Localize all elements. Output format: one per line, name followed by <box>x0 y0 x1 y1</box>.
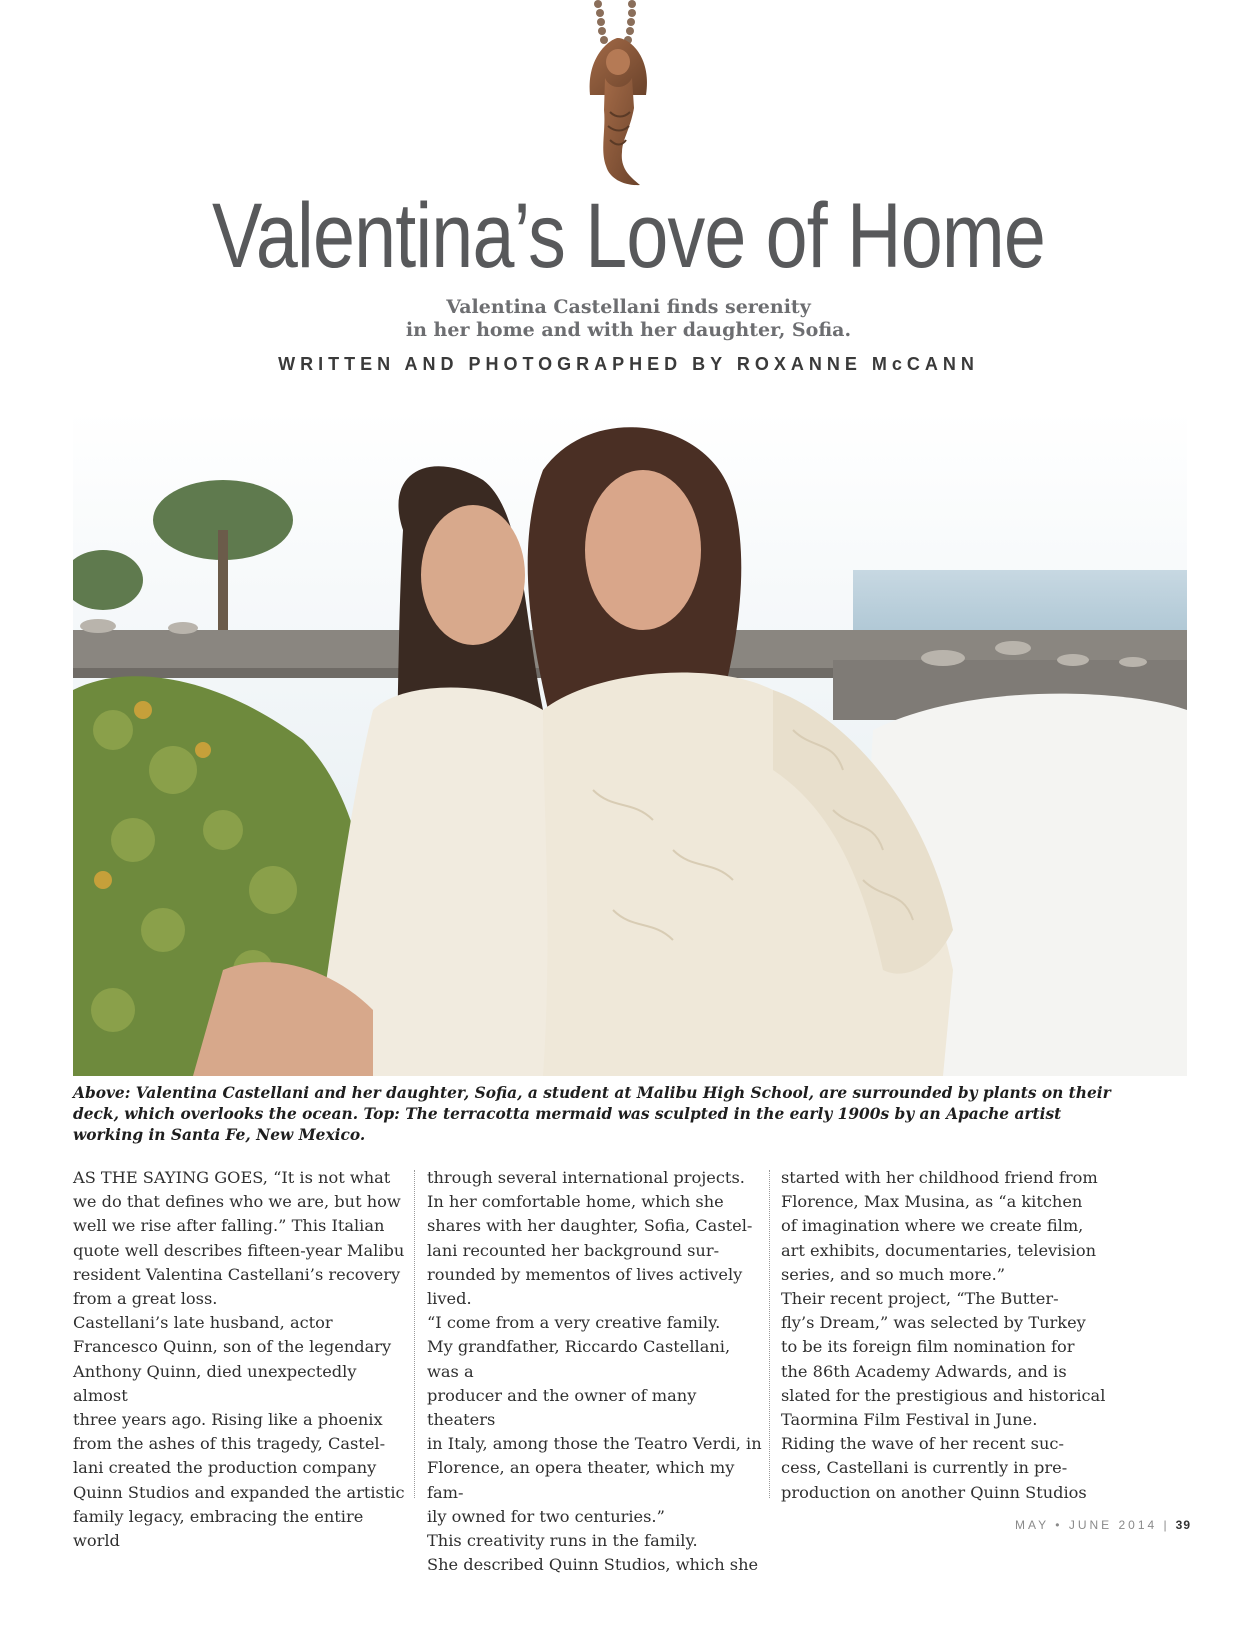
article-title: Valentina’s Love of Home <box>211 185 1046 287</box>
mother-daughter-photo <box>73 410 1187 1076</box>
column-divider-2 <box>769 1170 770 1498</box>
body-column-3: started with her childhood friend from Florence, Max Musina, as “a kitchen of imagination where we create film, art exhibits, documentaries, television series, and so much more.” Their recent project, “The Butter- fly’s Dream,” was selected by Turkey to be its foreign film nomination for the 86th Academy Adwards, and is slated for the prestigious and historical Taormina Film Festival in June. Riding the wave of her recent suc- cess, Castellani is currently in pre- production on another Quinn Studios <box>781 1168 1106 1502</box>
issue-date: MAY • JUNE 2014 | <box>1015 1518 1170 1532</box>
article-deck <box>0 296 1257 342</box>
body-column-1: AS THE SAYING GOES, “It is not what we do that defines who we are, but how well we rise after falling.” This Italian quote well describes fifteen-year Malibu resident Valentina Castellani’s recovery from a great loss. Castellani’s late husband, actor Francesco Quinn, son of the legendary Anthony Quinn, died unexpectedly almost three years ago. Rising like a phoenix from the ashes of this tragedy, Castel- lani created the production company Quinn Studios and expanded the artistic family legacy, embracing the entire world <box>73 1168 405 1551</box>
page-footer <box>1015 1518 1191 1532</box>
photo-caption: Above: Valentina Castellani and her daughter, Sofia, a student at Malibu High School, are surrounded by plants on their deck, which overlooks the ocean. Top: The terracotta mermaid was sculpted in the early 1900s by an Apache artist working in Santa Fe, New Mexico. <box>73 1084 1111 1144</box>
deck-line-2: in her home and with her daughter, Sofia. <box>405 319 852 341</box>
column-divider-1 <box>414 1170 415 1498</box>
page-number: 39 <box>1175 1518 1191 1532</box>
byline: WRITTEN AND PHOTOGRAPHED BY ROXANNE McCANN <box>278 354 979 374</box>
deck-line-1: Valentina Castellani finds serenity <box>446 296 811 318</box>
mermaid-pendant-image <box>560 0 710 195</box>
body-column-2: through several international projects. In her comfortable home, which she shares with her daughter, Sofia, Castel- lani recounted her background sur- rounded by mementos of lives actively lived. “I come from a very creative family. My grandfather, Riccardo Castellani, was a producer and the owner of many theaters in Italy, among those the Teatro Verdi, in Florence, an opera theater, which my fam- ily owned for two centuries.” This creativity runs in the family. She described Quinn Studios, which she <box>427 1168 762 1575</box>
